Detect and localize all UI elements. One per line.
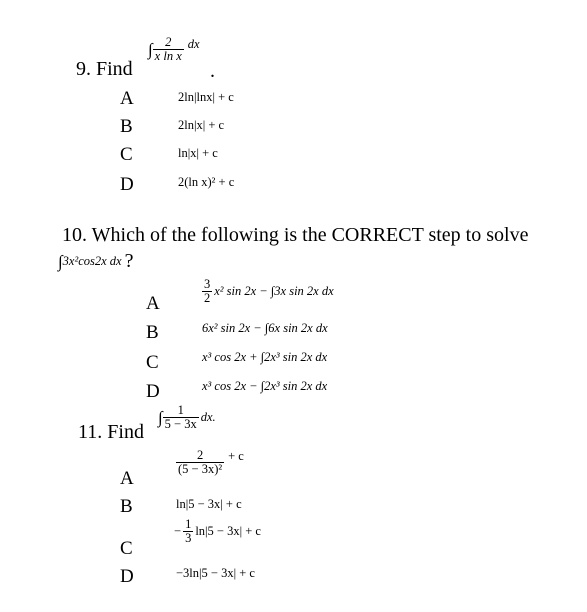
q9-option-d-letter: D xyxy=(120,174,134,195)
q11-option-c-minus: − xyxy=(174,524,182,539)
q10-question-mark: ? xyxy=(124,250,134,272)
q9-frac-num: 2 xyxy=(165,35,172,49)
q11-fraction xyxy=(163,404,199,431)
q9-option-a-letter: A xyxy=(120,88,134,109)
q10-option-a-fraction xyxy=(202,278,212,305)
q10-option-a-expr: x² sin 2x − ∫3x sin 2x dx xyxy=(214,284,334,299)
q10-integral xyxy=(58,250,134,273)
q10-option-b-letter: B xyxy=(146,322,159,343)
q11-option-a-letter: A xyxy=(120,468,134,489)
q10-option-c-text: x³ cos 2x + ∫2x³ sin 2x dx xyxy=(202,350,328,364)
q11-frac-num: 1 xyxy=(177,403,184,417)
q9-dx: dx xyxy=(187,37,200,52)
q10-option-d-letter: D xyxy=(146,381,160,402)
q10-option-a-text xyxy=(202,278,334,305)
q11-heading xyxy=(78,421,144,444)
q11-option-a-frac-den: (5 − 3x)² xyxy=(178,462,223,477)
q10-option-b-text: 6x² sin 2x − ∫6x sin 2x dx xyxy=(202,321,328,335)
q9-trailing-dot: . xyxy=(210,60,215,82)
q11-option-c-letter: C xyxy=(120,538,133,559)
integral-sign-icon: ∫ xyxy=(158,408,163,428)
q11-option-b-text: ln|5 − 3x| + c xyxy=(176,497,242,511)
q11-option-c-text xyxy=(174,518,261,545)
q10-number: 10. xyxy=(62,224,87,246)
q10-option-a-frac-num: 3 xyxy=(204,277,211,291)
q11-number: 11. xyxy=(78,421,103,443)
q9-option-d-text: 2(ln x)² + c xyxy=(178,175,235,189)
q11-option-a-frac-num: 2 xyxy=(196,448,204,462)
q9-option-b-letter: B xyxy=(120,116,133,137)
q10-option-c-letter: C xyxy=(146,352,159,373)
q11-prompt: Find xyxy=(107,421,144,443)
q9-integral xyxy=(148,36,200,63)
q9-prompt: Find xyxy=(96,58,133,80)
q11-option-a-fraction xyxy=(176,449,224,476)
q11-option-c-frac-num: 1 xyxy=(185,517,192,531)
q11-option-b-letter: B xyxy=(120,496,133,517)
q11-integral xyxy=(158,404,216,431)
integral-sign-icon: ∫ xyxy=(58,252,63,271)
q11-option-a-plus-c: + c xyxy=(228,449,244,464)
q9-option-c-letter: C xyxy=(120,144,133,165)
integral-sign-icon: ∫ xyxy=(148,40,153,60)
q11-option-c-expr: ln|5 − 3x| + c xyxy=(195,524,261,539)
q9-option-b-text: 2ln|x| + c xyxy=(178,118,225,132)
q9-frac-den: x ln x xyxy=(154,49,182,64)
q11-option-a-text xyxy=(176,449,244,476)
q11-option-c-fraction xyxy=(183,518,193,545)
q9-heading xyxy=(76,58,133,81)
q11-option-d-text: −3ln|5 − 3x| + c xyxy=(176,566,255,580)
q11-dx: dx. xyxy=(200,410,216,425)
q10-option-d-text: x³ cos 2x − ∫2x³ sin 2x dx xyxy=(202,379,328,393)
q10-prompt: Which of the following is the CORRECT step to solve xyxy=(91,224,529,246)
q10-option-a-frac-den: 2 xyxy=(204,291,211,306)
q10-heading xyxy=(62,224,528,247)
q11-frac-den: 5 − 3x xyxy=(164,417,197,432)
q11-option-c-frac-den: 3 xyxy=(185,531,192,546)
q9-option-a-text: 2ln|lnx| + c xyxy=(178,90,234,104)
q9-number: 9. xyxy=(76,58,91,80)
q9-fraction xyxy=(153,36,184,63)
q10-option-a-letter: A xyxy=(146,293,160,314)
q10-integrand: 3x²cos2x dx xyxy=(62,254,122,268)
q11-option-d-letter: D xyxy=(120,566,134,587)
q9-option-c-text: ln|x| + c xyxy=(178,146,218,160)
